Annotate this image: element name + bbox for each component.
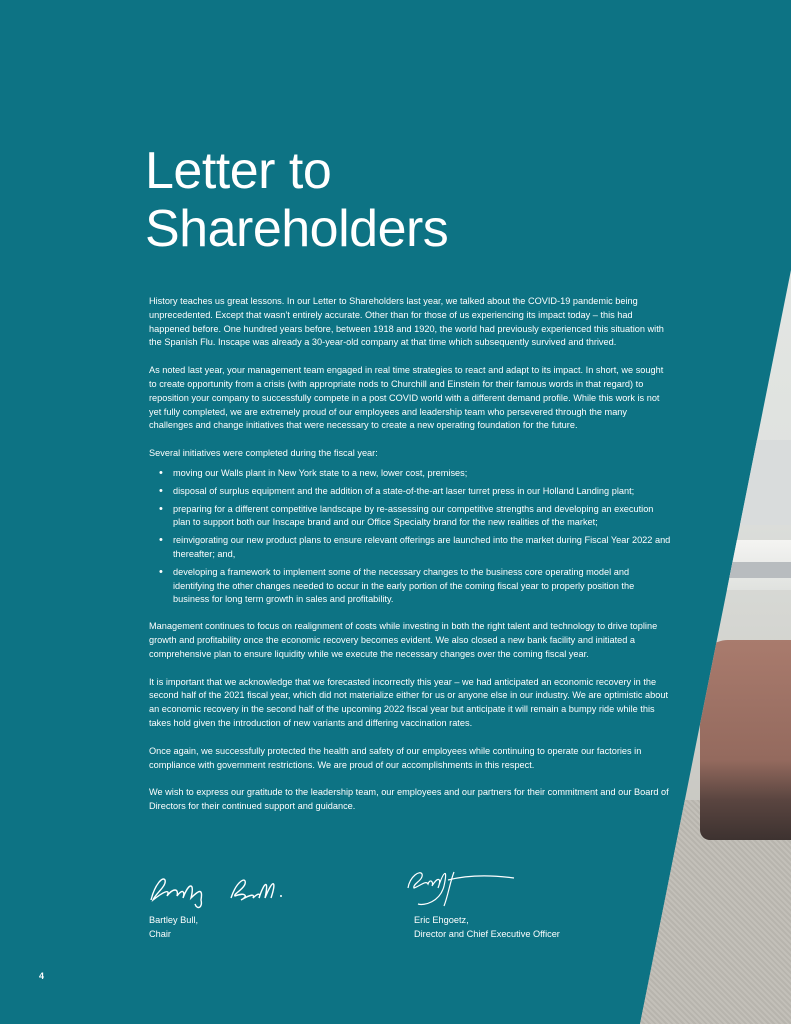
signer-eric-ehgoetz — [414, 913, 560, 941]
list-item: • moving our Walls plant in New York state to a new, lower cost, premises; — [149, 467, 671, 481]
page-title — [145, 142, 448, 258]
signature-bartley-bull — [145, 870, 295, 910]
paragraph: It is important that we acknowledge that we forecasted incorrectly this year – we had anticipated an economic recovery in the second half of the 2021 fiscal year, which did not materialize either for us or anyone else in our industry. We are optimistic about an economic recovery in the second half of the upcoming 2022 fiscal year but anticipate it will remain a bumpy ride while this takes hold given the introduction of new variants and differing vaccination rates. — [149, 676, 669, 728]
page-number: 4 — [39, 971, 45, 981]
laptop-image — [720, 562, 791, 578]
signer-name: Eric Ehgoetz, — [414, 915, 469, 925]
list-item: • preparing for a different competitive landscape by re-assessing our competitive strengths and developing an execution plan to support both our Inscape brand and our Office Specialty brand for the new realities of the market; — [149, 503, 671, 531]
paragraph: We wish to express our gratitude to the leadership team, our employees and our partners for their commitment and our Board of Directors for their continued support and guidance. — [149, 787, 669, 812]
list-item: • disposal of surplus equipment and the addition of a state-of-the-art laser turret press in our Holland Landing plant; — [149, 485, 671, 499]
signature-eric-ehgoetz — [404, 862, 519, 910]
paragraph: Several initiatives were completed during the fiscal year: — [149, 448, 378, 459]
title-line: Letter to — [145, 142, 332, 200]
list-item: • developing a framework to implement some of the necessary changes to the business core operating model and identifying the other changes needed to occur in the early portion of the coming fiscal year to properly position the business for long term growth in sales and profitability. — [149, 566, 671, 607]
monitor-image — [735, 440, 791, 525]
signer-role: Director and Chief Executive Officer — [414, 929, 560, 939]
list-item: • reinvigorating our new product plans to ensure relevant offerings are launched into the market during Fiscal Year 2022 and thereafter; and, — [149, 534, 671, 562]
signer-bartley-bull — [149, 913, 198, 941]
paragraph: Management continues to focus on realignment of costs while investing in both the right talent and technology to drive topline growth and profitability once the economic recovery becomes evident. We also closed a new bank facility and initiated a comprehensive plan to ensure liquidity while we execute the necessary changes over the coming fiscal year. — [149, 621, 658, 659]
paragraph: Once again, we successfully protected the health and safety of our employees while continuing to operate our factories in compliance with government restrictions. We are proud of our accomplishments in this respect. — [149, 745, 642, 770]
paragraph: As noted last year, your management team engaged in real time strategies to react and adapt to its impact. In short, we sought to create opportunity from a crisis (with appropriate nods to Churchill and Einstein for their famous words in that regard) to reposition your company to successfully compete in a post COVID world with a different demand profile. While this work is not yet fully completed, we are extremely proud of our employees and leadership team who persevered through the many challenges and change initiatives that were necessary to create a new operating foundation for the future. — [149, 365, 664, 431]
title-line: Shareholders — [145, 200, 449, 258]
paragraph: History teaches us great lessons. In our Letter to Shareholders last year, we talked about the COVID-19 pandemic being unprecedented. Except that wasn’t entirely accurate. Other than for those of us experiencing its impact today – this had happened before. One hundred years before, between 1918 and 1920, the world had previously experienced this situation with the Spanish Flu. Inscape was already a 30-year-old company at that time which subsequently survived and thrived. — [149, 296, 664, 348]
initiatives-list — [149, 467, 671, 607]
letter-body — [149, 295, 671, 828]
signer-name: Bartley Bull, — [149, 915, 199, 925]
backpack-image — [700, 640, 791, 840]
signer-role: Chair — [149, 929, 171, 939]
